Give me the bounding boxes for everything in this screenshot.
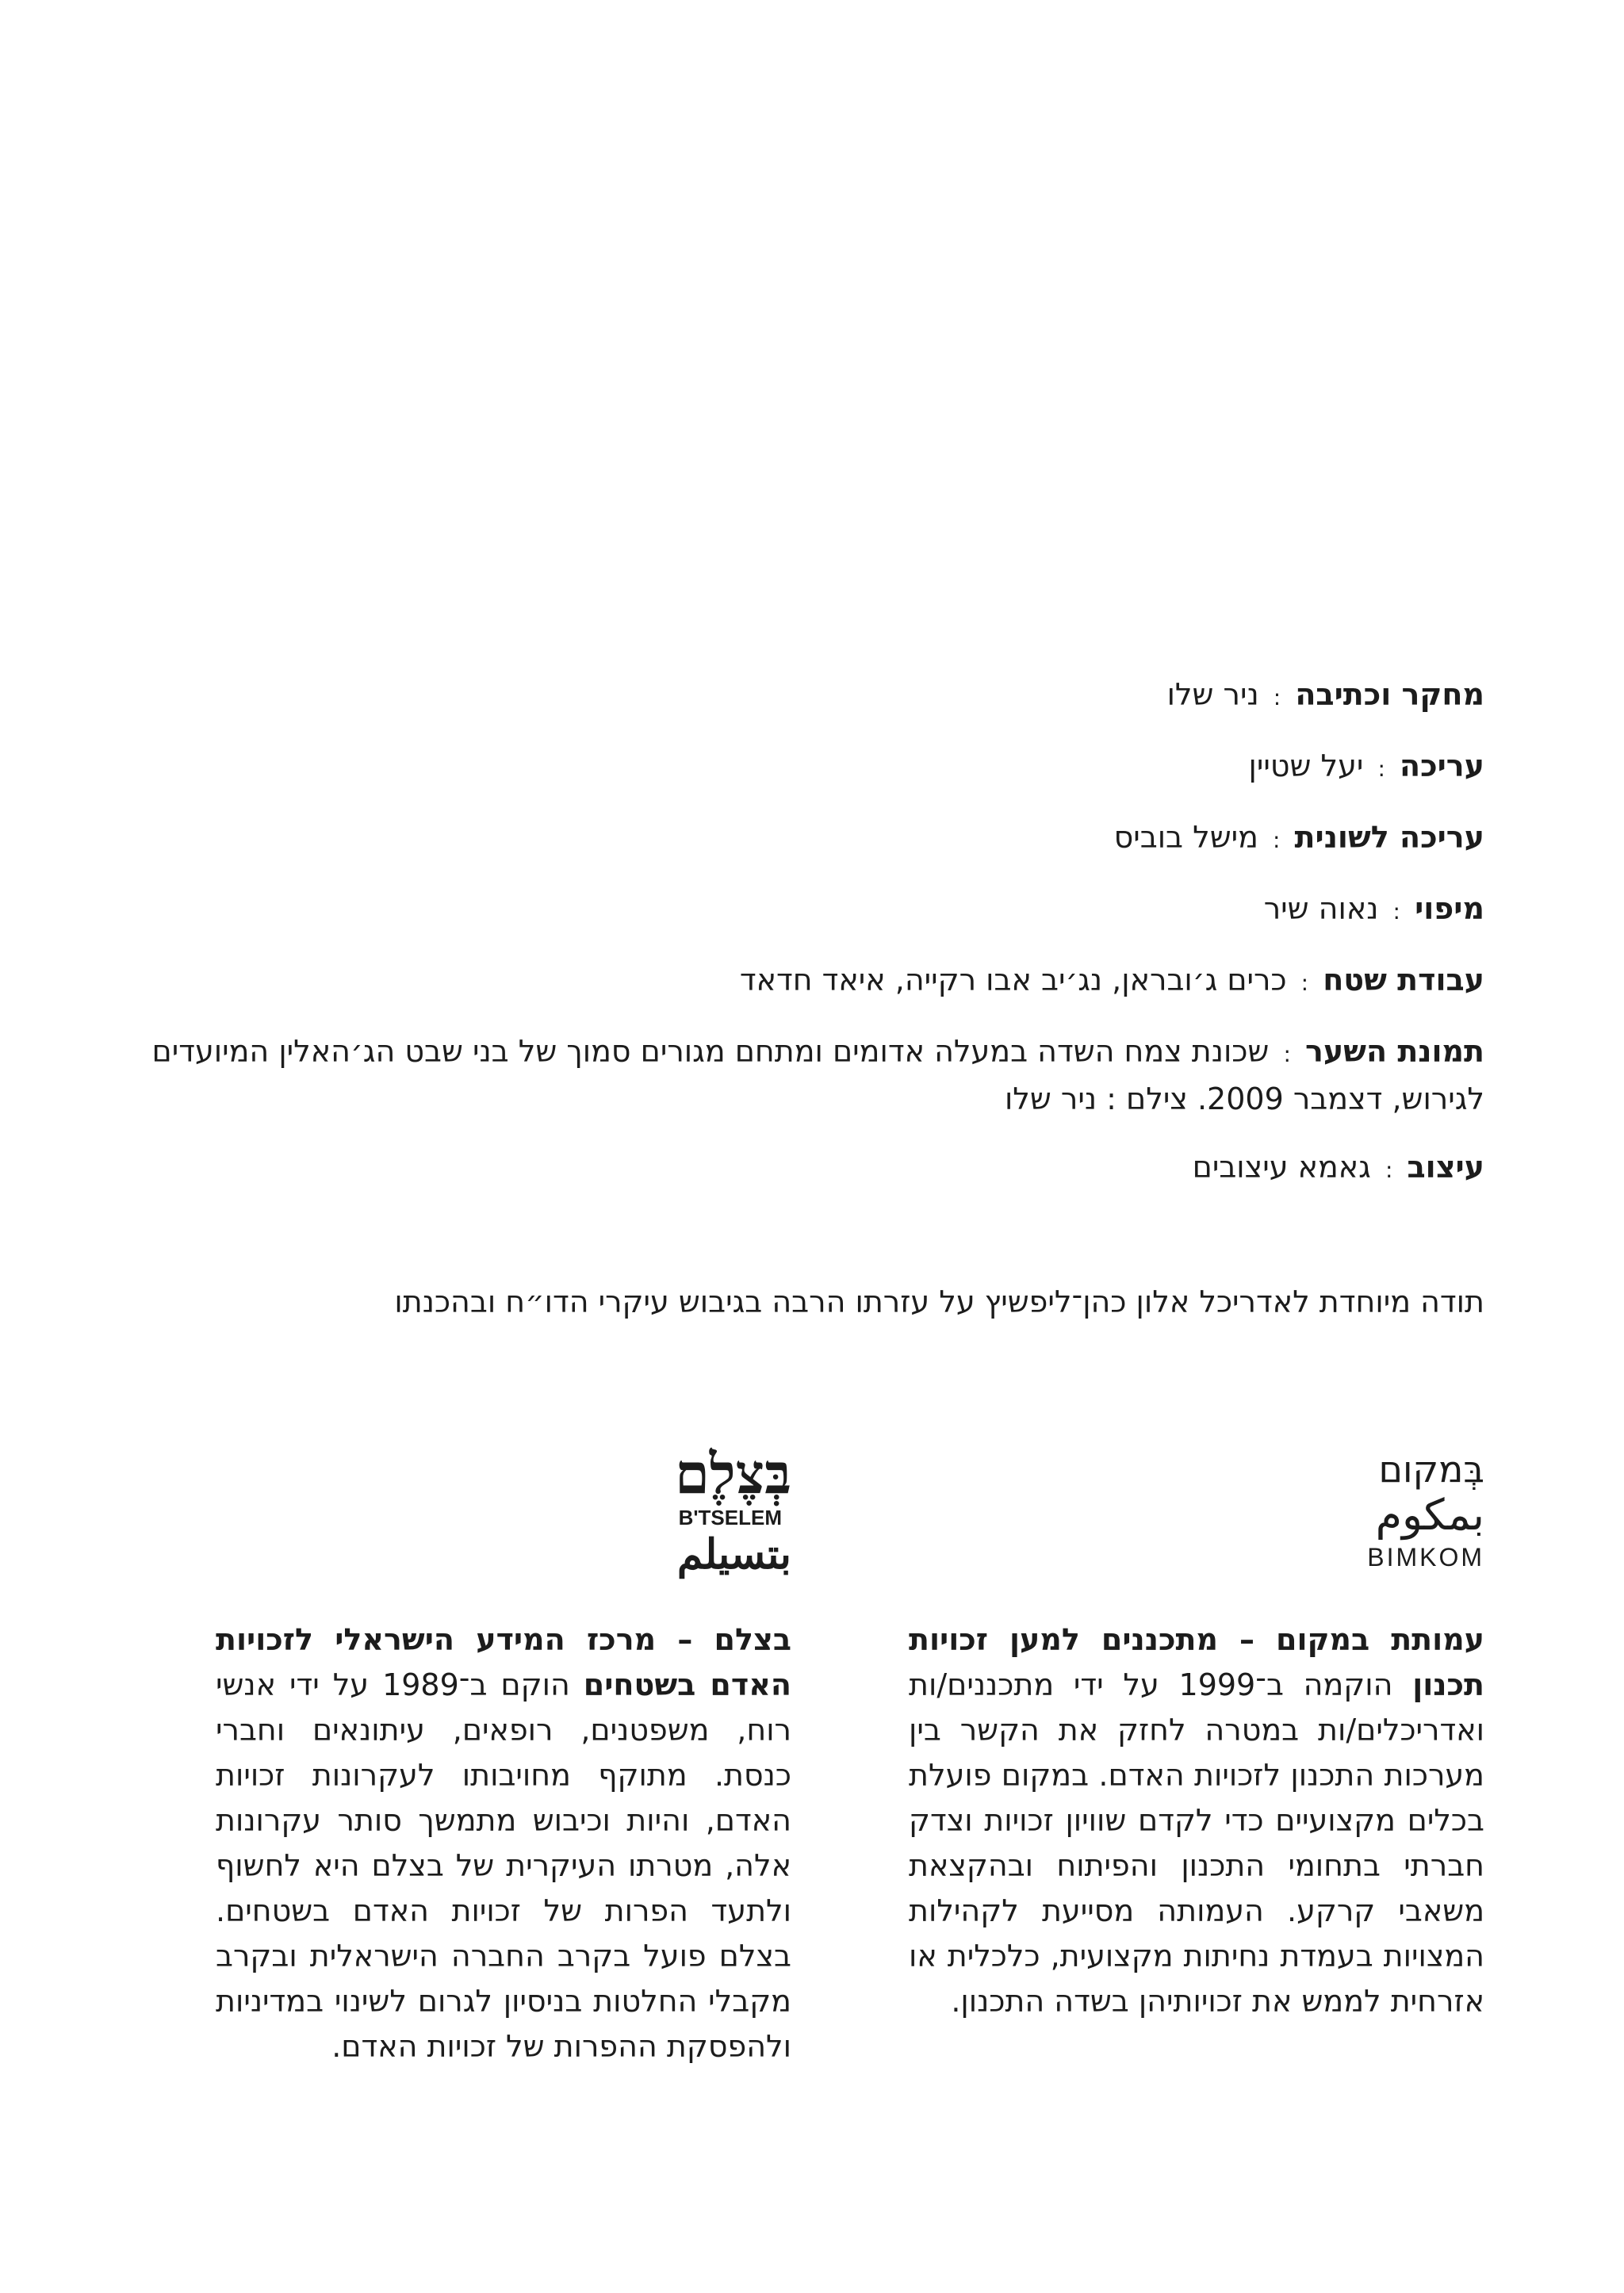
credit-separator: : bbox=[1377, 756, 1385, 782]
credit-value: נאוה שיר bbox=[1263, 891, 1379, 926]
btselem-logo-english: B'TSELEM bbox=[678, 1506, 782, 1529]
credit-label: תמונת השער bbox=[1304, 1034, 1484, 1069]
credit-design bbox=[140, 1145, 1484, 1192]
bimkom-description-body: הוקמה ב־1999 על ידי מתכננים/ות ואדריכלים/ות במטרה לחזק את הקשר בין מערכות התכנון לזכויות האדם. במקום פועלת בכלים מקצועיים כדי לקדם שוויון זכויות וצדק חברתי בתחומי התכנון והפיתוח ובהקצאת משאבי קרקע. העמותה מסייעת לקהילות המצויות בעמדת נחיתות מקצועית, כלכלית או אזרחית לממש את זכויותיהן בשדה התכנון. bbox=[909, 1667, 1484, 2019]
credit-value: גאמא עיצובים bbox=[1192, 1150, 1371, 1185]
credit-label: עריכה לשונית bbox=[1294, 820, 1484, 855]
bimkom-logo-english: BIMKOM bbox=[1367, 1543, 1484, 1571]
credit-label: עיצוב bbox=[1407, 1150, 1484, 1185]
btselem-logo-hebrew: בְּצֶלֶם bbox=[675, 1441, 791, 1506]
credit-separator: : bbox=[1300, 970, 1309, 996]
btselem-logo-arabic: بتسيلم bbox=[676, 1530, 791, 1579]
bimkom-logo-arabic: بمكوم bbox=[1375, 1490, 1484, 1540]
credit-language-editing bbox=[140, 815, 1484, 863]
credit-value: יעל שטיין bbox=[1248, 748, 1364, 783]
credit-research bbox=[140, 672, 1484, 720]
credit-label: מיפוי bbox=[1415, 891, 1484, 926]
acknowledgement-text: תודה מיוחדת לאדריכל אלון כהן־ליפשיץ על עזרתו הרבה בגיבוש עיקרי הדו״ח ובהכנתו bbox=[394, 1284, 1484, 1319]
credit-value: שכונת צמח השדה במעלה אדומים ומתחם מגורים סמוך של בני שבט הג׳האלין המיועדים לגירוש, דצמבר 2009. צילם : ניר שלו bbox=[151, 1034, 1484, 1116]
credit-value: מישל בוביס bbox=[1113, 820, 1258, 855]
bimkom-logo bbox=[1294, 1448, 1484, 1575]
credit-cover-photo bbox=[140, 1029, 1484, 1121]
credit-value: כרים ג׳ובראן, נג׳יב אבו רקייה, איאד חדאד bbox=[739, 963, 1287, 997]
credit-value: ניר שלו bbox=[1166, 677, 1259, 712]
credit-separator: : bbox=[1385, 1157, 1393, 1183]
bimkom-logo-hebrew: בְּמקום bbox=[1378, 1448, 1484, 1491]
credit-label: עבודת שטח bbox=[1323, 963, 1484, 997]
credit-label: מחקר וכתיבה bbox=[1295, 677, 1484, 712]
credit-separator: : bbox=[1283, 1041, 1291, 1067]
credit-separator: : bbox=[1273, 684, 1281, 710]
bimkom-description bbox=[909, 1617, 1484, 2024]
btselem-description-heading: בצלם – מרכז המידע הישראלי לזכויות האדם בשטחים bbox=[216, 1622, 791, 1702]
credit-separator: : bbox=[1392, 898, 1400, 924]
credit-label: עריכה bbox=[1399, 748, 1484, 783]
credit-fieldwork bbox=[140, 958, 1484, 1005]
btselem-description-body: הוקם ב־1989 על ידי אנשי רוח, משפטנים, רופאים, עיתונאים וחברי כנסת. מתוקף מחויבותו לעקרונות זכויות האדם, והיות וכיבוש מתמשך סותר עקרונות אלה, מטרתו העיקרית של בצלם היא לחשוף ולתעד הפרות של זכויות האדם בשטחים. בצלם פועל בקרב החברה הישראלית ובקרב מקבלי החלטות בניסיון לגרום לשינוי במדיניות ולהפסקת ההפרות של זכויות האדם. bbox=[216, 1667, 791, 2064]
credit-separator: : bbox=[1273, 827, 1281, 853]
btselem-logo bbox=[601, 1443, 791, 1579]
credit-editing bbox=[140, 744, 1484, 791]
bimkom-description-heading: עמותת במקום – מתכננים למען זכויות תכנון bbox=[909, 1622, 1484, 1702]
credit-mapping bbox=[140, 886, 1484, 934]
credits-section bbox=[140, 672, 1484, 1216]
btselem-description bbox=[216, 1617, 791, 2069]
